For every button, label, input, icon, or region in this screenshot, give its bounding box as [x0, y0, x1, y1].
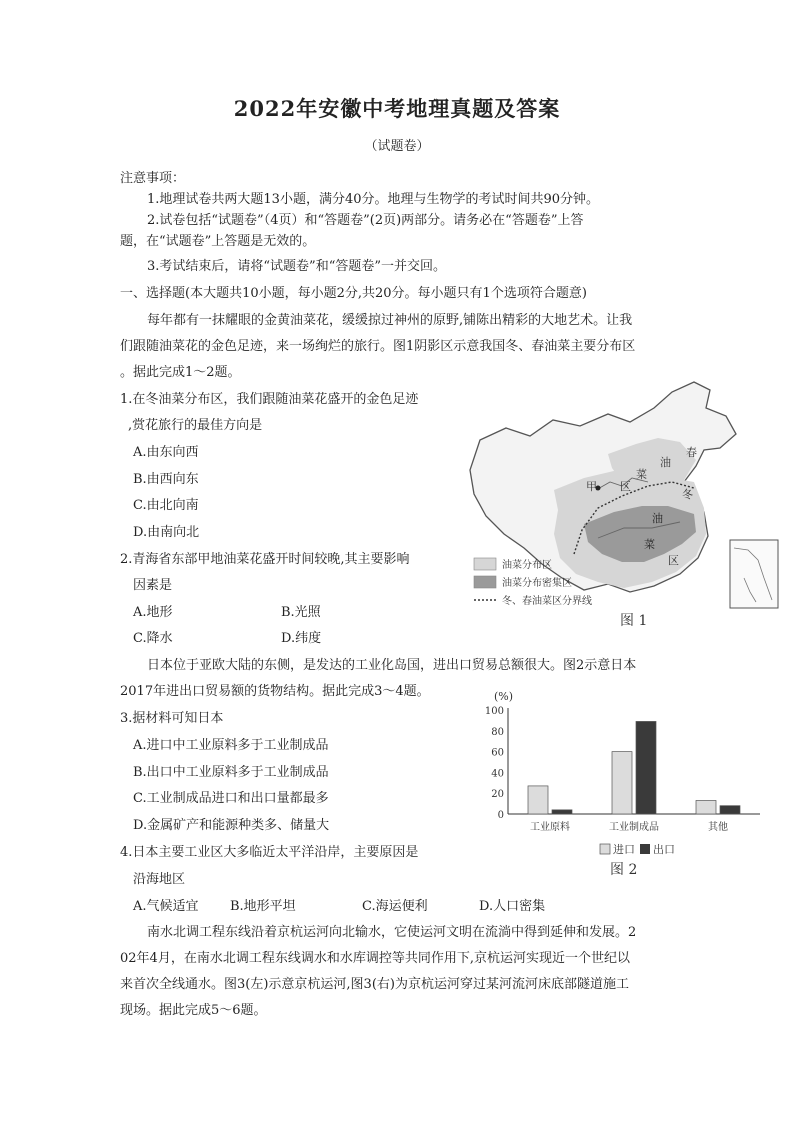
question-4-stem: 沿海地区: [133, 872, 186, 887]
question-1-stem: 1.在冬油菜分布区，我们跟随油菜花盛开的金色足迹: [120, 392, 419, 407]
figure-1-caption: 图 1: [620, 613, 648, 629]
question-2-option: C.降水: [133, 631, 173, 646]
notice-item: 1.地理试卷共两大题13小题，满分40分。地理与生物学的考试时间共90分钟。: [147, 192, 600, 207]
question-4-option: C.海运便利: [362, 899, 428, 914]
legend-label: 油菜分布密集区: [502, 578, 572, 589]
question-3-option: A.进口中工业原料多于工业制成品: [133, 738, 329, 753]
question-1-option: D.由南向北: [133, 525, 200, 540]
question-3-option: C.工业制成品进口和出口量都最多: [133, 791, 329, 806]
page-title: 2022年安徽中考地理真题及答案: [233, 96, 561, 121]
x-tick-label: 工业原料: [530, 822, 570, 833]
y-tick-label: 40: [491, 768, 504, 780]
map-label: 甲: [586, 480, 597, 493]
map-label: 冬: [682, 488, 693, 501]
passage-line: 日本位于亚欧大陆的东侧，是发达的工业化岛国，进出口贸易总额很大。图2示意日本: [147, 658, 637, 673]
question-4-option: D.人口密集: [479, 899, 546, 914]
passage-line: 。据此完成1～2题。: [120, 365, 241, 380]
question-2-option: B.光照: [281, 605, 321, 620]
legend-label: 冬、春油菜区分界线: [502, 596, 592, 607]
y-tick-label: 60: [491, 747, 504, 759]
passage-line: 每年都有一抹耀眼的金黄油菜花，缓缓掠过神州的原野,铺陈出精彩的大地艺术。让我: [147, 313, 633, 328]
map-label: 区: [668, 554, 679, 567]
legend-swatch-area: [474, 558, 496, 570]
figure-2-caption: 图 2: [610, 862, 638, 878]
passage-line: 现场。据此完成5～6题。: [120, 1003, 267, 1018]
map-label: 油: [660, 456, 671, 469]
map-label: 菜: [644, 538, 655, 551]
question-3-option: B.出口中工业原料多于工业制成品: [133, 765, 329, 780]
legend-swatch-export: [640, 844, 650, 854]
passage-line: 2017年进出口贸易额的货物结构。据此完成3～4题。: [120, 684, 430, 699]
legend-swatch-import: [600, 844, 610, 854]
map-label: 区: [620, 480, 631, 493]
legend-label-export: 出口: [653, 843, 675, 856]
bar-import: [528, 786, 548, 814]
bar-export: [720, 806, 740, 814]
question-2-option: A.地形: [133, 605, 173, 620]
passage-line: 们跟随油菜花的金色足迹，来一场绚烂的旅行。图1阴影区示意我国冬、春油菜主要分布区: [120, 339, 636, 354]
question-2-option: D.纬度: [281, 631, 322, 646]
bar-export: [636, 721, 656, 814]
x-tick-label: 其他: [708, 822, 728, 833]
map-label: 春: [686, 446, 697, 459]
question-4-stem: 4.日本主要工业区大多临近太平洋沿岸，主要原因是: [120, 845, 419, 860]
bar-import: [696, 800, 716, 814]
question-4-option: A.气候适宜: [133, 899, 199, 914]
notice-heading: 注意事项：: [120, 171, 186, 186]
figure-2-bar-chart: [478, 686, 768, 880]
legend-label: 油菜分布区: [502, 560, 552, 571]
question-3-option: D.金属矿产和能源种类多、储量大: [133, 818, 330, 833]
y-tick-label: 20: [491, 789, 504, 801]
question-3-stem: 3.据材料可知日本: [120, 711, 224, 726]
notice-item: 2.试卷包括“试题卷”（4页）和“答题卷”(2页)两部分。请务必在“答题卷”上答: [147, 213, 584, 228]
legend-swatch-dense: [474, 576, 496, 588]
notice-item: 题，在“试题卷”上答题是无效的。: [120, 234, 316, 249]
passage-line: 02年4月，在南水北调工程东线调水和水库调控等共同作用下,京杭运河实现近一个世纪以: [120, 951, 630, 966]
question-1-stem: ,赏花旅行的最佳方向是: [128, 418, 263, 433]
question-2-stem: 2.青海省东部甲地油菜花盛开时间较晚,其主要影响: [120, 552, 410, 567]
figure-1-map: [458, 378, 784, 630]
question-1-option: C.由北向南: [133, 498, 199, 513]
passage-line: 来首次全线通水。图3(左)示意京杭运河,图3(右)为京杭运河穿过某河流河床底部隧道施工: [120, 977, 629, 992]
question-1-option: A.由东向西: [133, 445, 199, 460]
y-tick-label: 80: [491, 726, 504, 738]
map-label: 菜: [636, 468, 647, 481]
x-tick-label: 工业制成品: [609, 822, 659, 833]
y-axis-label: (%): [494, 690, 514, 703]
question-4-option: B.地形平坦: [230, 899, 296, 914]
question-2-stem: 因素是: [133, 578, 173, 593]
legend-label-import: 进口: [613, 843, 635, 856]
map-label: 油: [652, 512, 663, 525]
page-subtitle: （试题卷）: [364, 139, 430, 154]
notice-item: 3.考试结束后，请将“试题卷”和“答题卷”一并交回。: [147, 259, 446, 274]
passage-line: 南水北调工程东线沿着京杭运河向北输水，它使运河文明在流淌中得到延伸和发展。2: [147, 925, 637, 940]
question-1-option: B.由西向东: [133, 472, 199, 487]
bar-import: [612, 752, 632, 814]
section-heading: 一、选择题(本大题共10小题，每小题2分,共20分。每小题只有1个选项符合题意): [120, 286, 587, 301]
y-tick-label: 0: [497, 810, 504, 821]
y-tick-label: 100: [484, 706, 504, 717]
bar-export: [552, 810, 572, 814]
